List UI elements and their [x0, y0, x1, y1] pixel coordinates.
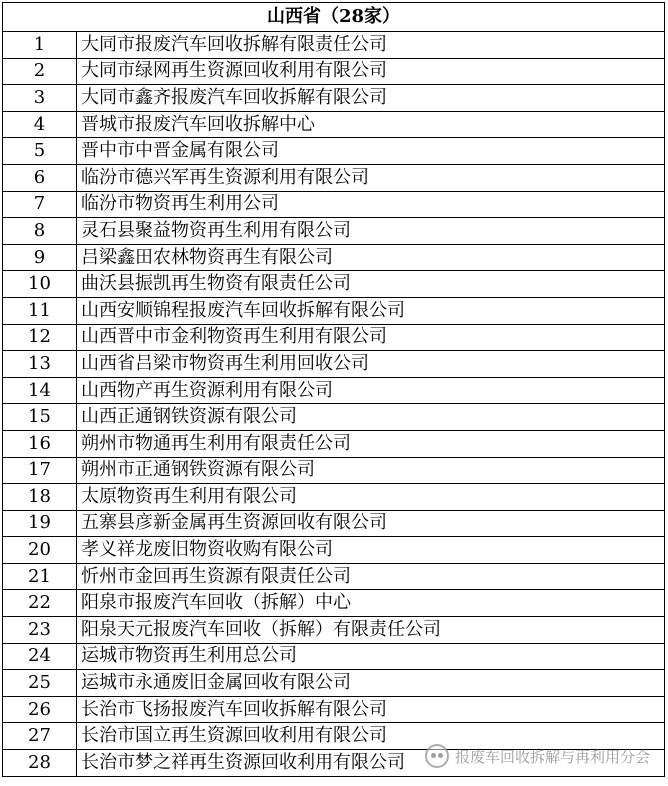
- company-name: 晋中市中晋金属有限公司: [77, 138, 665, 165]
- row-number: 2: [3, 58, 77, 85]
- table-row: [3, 244, 665, 271]
- company-name: 山西安顺锦程报废汽车回收拆解有限公司: [77, 297, 665, 324]
- table-header-row: [3, 3, 665, 32]
- company-name: 五寨县彦新金属再生资源回收有限公司: [77, 510, 665, 537]
- table-row: [3, 750, 665, 777]
- company-name: 大同市鑫齐报废汽车回收拆解有限公司: [77, 85, 665, 112]
- table-row: [3, 537, 665, 564]
- row-number: 3: [3, 85, 77, 112]
- table-row: [3, 563, 665, 590]
- row-number: 21: [3, 563, 77, 590]
- row-number: 15: [3, 404, 77, 431]
- company-name: 长治市飞扬报废汽车回收拆解有限公司: [77, 696, 665, 723]
- table-row: [3, 643, 665, 670]
- row-number: 18: [3, 484, 77, 511]
- company-name: 曲沃县振凯再生物资有限责任公司: [77, 271, 665, 298]
- table-row: [3, 111, 665, 138]
- table-row: [3, 377, 665, 404]
- table-row: [3, 457, 665, 484]
- table-title: 山西省（28家）: [3, 3, 665, 32]
- company-name: 山西物产再生资源利用有限公司: [77, 377, 665, 404]
- table-row: [3, 138, 665, 165]
- company-name: 大同市报废汽车回收拆解有限责任公司: [77, 32, 665, 59]
- row-number: 1: [3, 32, 77, 59]
- company-name: 长治市国立再生资源回收利用有限公司: [77, 723, 665, 750]
- row-number: 26: [3, 696, 77, 723]
- row-number: 9: [3, 244, 77, 271]
- table-row: [3, 58, 665, 85]
- company-name: 朔州市正通钢铁资源有限公司: [77, 457, 665, 484]
- company-name: 大同市绿网再生资源回收利用有限公司: [77, 58, 665, 85]
- table-row: [3, 271, 665, 298]
- company-name: 太原物资再生利用有限公司: [77, 484, 665, 511]
- table-row: [3, 670, 665, 697]
- table-row: [3, 32, 665, 59]
- table-row: [3, 351, 665, 378]
- table-row: [3, 430, 665, 457]
- table-row: [3, 218, 665, 245]
- row-number: 16: [3, 430, 77, 457]
- company-name: 阳泉市报废汽车回收（拆解）中心: [77, 590, 665, 617]
- company-name: 运城市物资再生利用总公司: [77, 643, 665, 670]
- company-name: 灵石县聚益物资再生利用有限公司: [77, 218, 665, 245]
- row-number: 17: [3, 457, 77, 484]
- table-row: [3, 617, 665, 644]
- table-row: [3, 723, 665, 750]
- table-row: [3, 696, 665, 723]
- company-name: 阳泉天元报废汽车回收（拆解）有限责任公司: [77, 617, 665, 644]
- table-row: [3, 404, 665, 431]
- company-name: 山西正通钢铁资源有限公司: [77, 404, 665, 431]
- row-number: 25: [3, 670, 77, 697]
- row-number: 13: [3, 351, 77, 378]
- table-row: [3, 85, 665, 112]
- row-number: 20: [3, 537, 77, 564]
- row-number: 10: [3, 271, 77, 298]
- company-name: 山西省吕梁市物资再生利用回收公司: [77, 351, 665, 378]
- row-number: 24: [3, 643, 77, 670]
- company-name: 忻州市金回再生资源有限责任公司: [77, 563, 665, 590]
- table-body: [3, 32, 665, 777]
- row-number: 27: [3, 723, 77, 750]
- row-number: 6: [3, 164, 77, 191]
- row-number: 4: [3, 111, 77, 138]
- company-name: 临汾市德兴军再生资源利用有限公司: [77, 164, 665, 191]
- company-name: 晋城市报废汽车回收拆解中心: [77, 111, 665, 138]
- company-name: 孝义祥龙废旧物资收购有限公司: [77, 537, 665, 564]
- company-name: 山西晋中市金利物资再生利用有限公司: [77, 324, 665, 351]
- row-number: 28: [3, 750, 77, 777]
- table-row: [3, 297, 665, 324]
- table-row: [3, 484, 665, 511]
- row-number: 14: [3, 377, 77, 404]
- table-row: [3, 510, 665, 537]
- watermark-text: 报废车回收拆解与再利用分会: [454, 747, 650, 766]
- table-row: [3, 590, 665, 617]
- row-number: 19: [3, 510, 77, 537]
- row-number: 22: [3, 590, 77, 617]
- row-number: 8: [3, 218, 77, 245]
- row-number: 11: [3, 297, 77, 324]
- table-row: [3, 191, 665, 218]
- table-row: [3, 164, 665, 191]
- company-name: 朔州市物通再生利用有限责任公司: [77, 430, 665, 457]
- company-name: 运城市永通废旧金属回收有限公司: [77, 670, 665, 697]
- row-number: 7: [3, 191, 77, 218]
- company-name: 吕梁鑫田农林物资再生有限公司: [77, 244, 665, 271]
- row-number: 12: [3, 324, 77, 351]
- company-name: 长治市梦之祥再生资源回收利用有限公司: [77, 750, 665, 777]
- company-name: 临汾市物资再生利用公司: [77, 191, 665, 218]
- table-row: [3, 324, 665, 351]
- row-number: 23: [3, 617, 77, 644]
- company-table: [2, 2, 665, 777]
- row-number: 5: [3, 138, 77, 165]
